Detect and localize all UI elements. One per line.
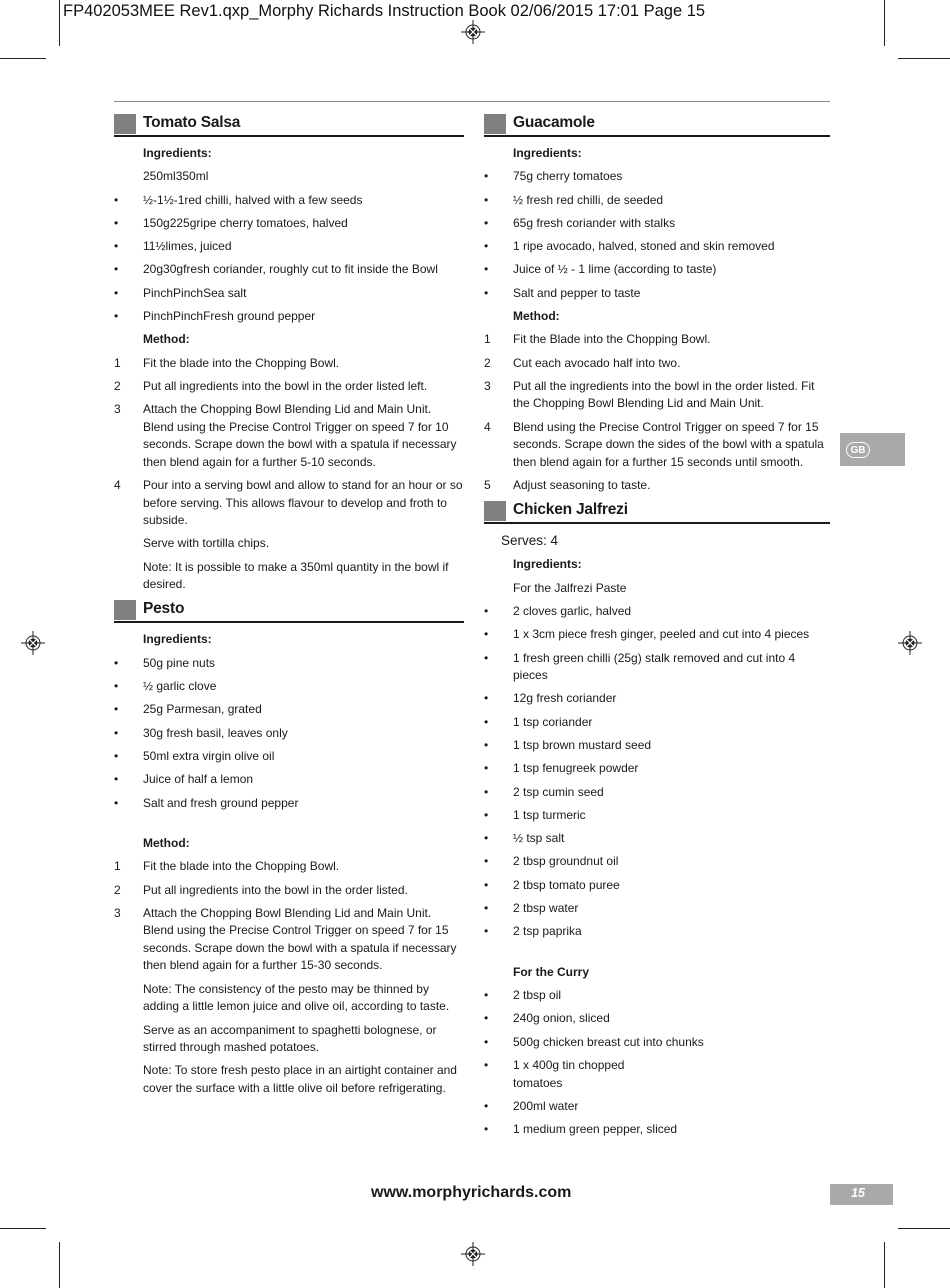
bullet-icon: • (114, 748, 119, 763)
section-title-pesto (114, 599, 464, 623)
qty-350ml: Pinch (173, 309, 204, 324)
title-marker (484, 114, 506, 134)
ingredient-item (484, 261, 830, 279)
bullet-icon: • (484, 737, 489, 752)
row-text: Put all ingredients into the bowl in the order listed left. (143, 378, 428, 393)
bullet-icon: • (114, 655, 119, 670)
row-text: 2 tsp cumin seed (513, 784, 604, 799)
row-text: 2 tbsp groundnut oil (513, 854, 619, 869)
salsa-method-list (114, 355, 464, 530)
ingredients-heading: Ingredients: (143, 632, 212, 647)
row-text: Salt and fresh ground pepper (143, 795, 299, 810)
row-text: 30g fresh basil, leaves only (143, 725, 288, 740)
row-text: Juice of ½ - 1 lime (according to taste) (513, 262, 717, 277)
ingredient-item (484, 1057, 830, 1092)
serves-count: Serves: 4 (501, 533, 559, 549)
row-text: 1 fresh green chilli (25g) stalk removed and cut into 4 pieces (513, 650, 796, 683)
bullet-icon: • (114, 772, 119, 787)
qty-350ml: 1½ (148, 239, 166, 254)
qty-350ml: Pinch (173, 285, 204, 300)
step-number: 1 (114, 355, 121, 370)
paste-subheading: For the Jalfrezi Paste (513, 580, 627, 595)
pesto-notes (114, 981, 464, 1098)
row-text: Put all ingredients into the bowl in the order listed. (143, 882, 408, 897)
step-number: 4 (114, 478, 121, 493)
footer-url: www.morphyrichards.com (371, 1184, 572, 1201)
bullet-icon: • (114, 702, 119, 717)
bullet-icon: • (484, 239, 489, 254)
ingredient-item (114, 725, 464, 743)
bullet-icon: • (484, 807, 489, 822)
ingredient-item (114, 771, 464, 789)
row-text: 2 tbsp water (513, 901, 579, 916)
bullet-icon: • (484, 1098, 489, 1113)
ingredient-item (484, 760, 830, 778)
bullet-icon: • (484, 650, 489, 665)
bullet-icon: • (484, 988, 489, 1003)
row-text: Juice of half a lemon (143, 772, 254, 787)
step-number: 3 (114, 402, 121, 417)
quantity-header-row (114, 168, 464, 186)
bullet-icon: • (484, 1011, 489, 1026)
method-step (114, 378, 464, 396)
row-text: ½ garlic clove (143, 679, 217, 694)
ingredient-item (114, 748, 464, 766)
step-number: 3 (484, 378, 491, 393)
row-text: 500g chicken breast cut into chunks (513, 1034, 704, 1049)
method-heading: Method: (143, 836, 190, 851)
page-number: 15 (851, 1186, 865, 1200)
row-text: 75g cherry tomatoes (513, 169, 623, 184)
right-column (484, 113, 830, 1144)
print-slug: FP402053MEE Rev1.qxp_Morphy Richards Instruction Book 02/06/2015 17:01 Page 15 (63, 2, 706, 20)
row-text: Serve as an accompaniment to spaghetti bolognese, or stirred through mashed potatoes. (143, 1022, 437, 1055)
guacamole-ingredient-list (484, 168, 830, 302)
qty-250ml: ½-1 (143, 192, 164, 207)
row-text: 25g Parmesan, grated (143, 702, 262, 717)
ingredient-item (484, 1121, 830, 1139)
step-number: 2 (114, 882, 121, 897)
qty-250ml: Pinch (143, 309, 174, 324)
bullet-icon: • (114, 679, 119, 694)
note-paragraph (114, 535, 464, 553)
registration-mark-icon (21, 631, 45, 655)
crop-mark (898, 58, 950, 59)
ingredient-item (114, 285, 464, 303)
bullet-icon: • (484, 1122, 489, 1137)
section-title-chicken-jalfrezi (484, 500, 830, 524)
ingredient-item (484, 987, 830, 1005)
row-text: Pour into a serving bowl and allow to stand for an hour or so before serving. This allows flavour to develop and froth to subside. (143, 478, 463, 528)
row-text: 2 tsp paprika (513, 924, 582, 939)
bullet-icon: • (484, 169, 489, 184)
bullet-icon: • (484, 691, 489, 706)
crop-mark (884, 0, 885, 46)
paste-ingredient-list (484, 603, 830, 941)
bullet-icon: • (484, 192, 489, 207)
note-paragraph (114, 981, 464, 1016)
row-text: 1 tsp fenugreek powder (513, 761, 639, 776)
ingredient-item (484, 690, 830, 708)
ingredient-item (484, 807, 830, 825)
ingredients-heading: Ingredients: (143, 146, 212, 160)
salsa-notes (114, 535, 464, 593)
crop-mark (59, 0, 60, 46)
bullet-icon: • (484, 831, 489, 846)
language-code: GB (846, 442, 870, 458)
step-number: 1 (484, 332, 491, 347)
bullet-icon: • (484, 1034, 489, 1049)
ingredient-item (114, 238, 464, 256)
ingredient-item (484, 168, 830, 186)
qty-250ml: 1 (143, 239, 149, 254)
note-paragraph (114, 559, 464, 594)
bullet-icon: • (484, 285, 489, 300)
qty-header-2: 350ml (175, 169, 209, 184)
section-title-tomato-salsa (114, 113, 464, 137)
bullet-icon: • (484, 215, 489, 230)
row-text: 12g fresh coriander (513, 691, 617, 706)
row-text: 1 medium green pepper, sliced (513, 1122, 678, 1137)
step-number: 1 (114, 859, 121, 874)
bullet-icon: • (114, 262, 119, 277)
row-text: Adjust seasoning to taste. (513, 478, 651, 493)
curry-ingredient-list (484, 987, 830, 1138)
row-text: 1 tsp turmeric (513, 807, 586, 822)
bullet-icon: • (114, 215, 119, 230)
row-text: ½ tsp salt (513, 831, 565, 846)
title-marker (114, 600, 136, 620)
row-text: Attach the Chopping Bowl Blending Lid and Main Unit. Blend using the Precise Control Trigger on speed 7 for 10 seconds. Scrape down the bowl with a spatula if necessary then blend again for a further 5-10 seconds. (143, 402, 457, 469)
bullet-icon: • (484, 877, 489, 892)
ingredient-text: limes, juiced (165, 239, 232, 254)
qty-250ml: 150g (143, 215, 170, 230)
step-number: 2 (114, 378, 121, 393)
pesto-method-list (114, 858, 464, 975)
top-rule (114, 101, 830, 102)
step-number: 5 (484, 478, 491, 493)
row-text: 50g pine nuts (143, 655, 216, 670)
row-text: 1 tsp brown mustard seed (513, 737, 652, 752)
crop-mark (884, 1242, 885, 1288)
section-title-text: Guacamole (513, 114, 595, 131)
salsa-ingredient-list (114, 192, 464, 326)
method-step (114, 477, 464, 530)
bullet-icon: • (114, 192, 119, 207)
method-heading: Method: (143, 332, 190, 347)
row-text: 50ml extra virgin olive oil (143, 748, 275, 763)
bullet-icon: • (484, 627, 489, 642)
row-text: 240g onion, sliced (513, 1011, 610, 1026)
ingredient-item (114, 308, 464, 326)
section-title-text: Pesto (143, 600, 185, 618)
row-text: 1 tsp coriander (513, 714, 593, 729)
ingredients-heading: Ingredients: (513, 557, 582, 572)
method-step (484, 477, 830, 495)
row-text: Serve with tortilla chips. (143, 536, 270, 551)
title-marker (484, 501, 506, 521)
bullet-icon: • (114, 309, 119, 324)
method-step (484, 419, 830, 472)
crop-mark (0, 58, 46, 59)
ingredient-item (484, 830, 830, 848)
step-number: 2 (484, 355, 491, 370)
ingredient-item (484, 626, 830, 644)
row-text: 200ml water (513, 1098, 579, 1113)
method-step (114, 355, 464, 373)
bullet-icon: • (114, 285, 119, 300)
qty-header-1: 250ml (143, 169, 176, 184)
ingredient-item (484, 900, 830, 918)
row-text: 1 x 400g tin chopped tomatoes (513, 1058, 625, 1090)
ingredient-item (484, 650, 830, 685)
step-number: 4 (484, 419, 491, 434)
row-text: 1 x 3cm piece fresh ginger, peeled and cut into 4 pieces (513, 627, 810, 642)
ingredients-heading: Ingredients: (513, 146, 582, 160)
left-column (114, 113, 464, 1103)
bullet-icon: • (484, 901, 489, 916)
section-title-text: Tomato Salsa (143, 114, 241, 131)
ingredient-text: Sea salt (203, 285, 247, 300)
row-text: Note: It is possible to make a 350ml quantity in the bowl if desired. (143, 559, 449, 592)
ingredient-item (484, 238, 830, 256)
ingredient-item (484, 1034, 830, 1052)
bullet-icon: • (484, 924, 489, 939)
bullet-icon: • (114, 795, 119, 810)
bullet-icon: • (484, 714, 489, 729)
qty-250ml: 20g (143, 262, 164, 277)
crop-mark (898, 1228, 950, 1229)
bullet-icon: • (114, 239, 119, 254)
ingredient-item (484, 853, 830, 871)
ingredient-item (114, 215, 464, 233)
method-step (484, 355, 830, 373)
method-step (484, 331, 830, 349)
language-tab (840, 433, 905, 466)
row-text: ½ fresh red chilli, de seeded (513, 192, 664, 207)
section-title-guacamole (484, 113, 830, 137)
curry-subheading: For the Curry (513, 964, 590, 979)
ingredient-item (484, 714, 830, 732)
bullet-icon: • (484, 262, 489, 277)
ingredient-item (114, 678, 464, 696)
row-text: Attach the Chopping Bowl Blending Lid and Main Unit. Blend using the Precise Control Trigger on speed 7 for 15 seconds. Scrape down the bowl with a spatula if necessary then blend again for a further 15-30 seconds. (143, 905, 457, 973)
ingredient-text: red chilli, halved with a few seeds (184, 192, 363, 207)
ingredient-item (484, 923, 830, 941)
row-text: 2 tbsp tomato puree (513, 877, 620, 892)
row-text: Cut each avocado half into two. (513, 355, 681, 370)
ingredient-item (484, 192, 830, 210)
row-text: Salt and pepper to taste (513, 285, 641, 300)
ingredient-item (114, 701, 464, 719)
method-step (114, 858, 464, 876)
method-step (484, 378, 830, 413)
row-text: Fit the blade into the Chopping Bowl. (143, 355, 340, 370)
ingredient-item (484, 877, 830, 895)
bullet-icon: • (484, 1058, 489, 1072)
row-text: Fit the Blade into the Chopping Bowl. (513, 332, 711, 347)
ingredient-item (484, 784, 830, 802)
bullet-icon: • (484, 854, 489, 869)
ingredient-text: ripe cherry tomatoes, halved (196, 215, 348, 230)
registration-mark-icon (461, 1242, 485, 1266)
ingredient-item (114, 655, 464, 673)
method-step (114, 905, 464, 975)
step-number: 3 (114, 905, 121, 920)
row-text: 2 tbsp oil (513, 988, 562, 1003)
qty-350ml: ½-1 (163, 192, 185, 207)
method-step (114, 882, 464, 900)
row-text: Fit the blade into the Chopping Bowl. (143, 859, 340, 874)
bullet-icon: • (484, 784, 489, 799)
title-marker (114, 114, 136, 134)
ingredient-item (114, 261, 464, 279)
registration-mark-icon (898, 631, 922, 655)
row-text: Note: The consistency of the pesto may be thinned by adding a little lemon juice and olive oil, according to taste. (143, 981, 450, 1014)
ingredient-item (484, 215, 830, 233)
row-text: Blend using the Precise Control Trigger on speed 7 for 15 seconds. Scrape down the sides of the bowl with a spatula then blend again for a further 15 seconds until smooth. (513, 419, 824, 469)
method-heading: Method: (513, 309, 560, 324)
ingredient-item (484, 603, 830, 621)
ingredient-item (484, 1098, 830, 1116)
note-paragraph (114, 1062, 464, 1097)
bullet-icon: • (484, 603, 489, 618)
ingredient-item (484, 1010, 830, 1028)
pesto-ingredient-list (114, 655, 464, 812)
crop-mark (0, 1228, 46, 1229)
guacamole-method-list (484, 331, 830, 494)
method-step (114, 401, 464, 471)
registration-mark-icon (461, 20, 485, 44)
ingredient-item (114, 795, 464, 813)
page-number-box (830, 1184, 893, 1205)
row-text: 2 cloves garlic, halved (513, 603, 632, 618)
section-title-text: Chicken Jalfrezi (513, 501, 628, 519)
ingredient-item (114, 192, 464, 210)
ingredient-item (484, 285, 830, 303)
ingredient-item (484, 737, 830, 755)
ingredient-text: Fresh ground pepper (203, 309, 316, 324)
qty-250ml: Pinch (143, 285, 174, 300)
bullet-icon: • (484, 761, 489, 776)
qty-350ml: 30g (163, 262, 184, 277)
note-paragraph (114, 1022, 464, 1057)
row-text: 65g fresh coriander with stalks (513, 215, 676, 230)
row-text: Note: To store fresh pesto place in an airtight container and cover the surface with a little olive oil before refrigerating. (143, 1063, 457, 1095)
bullet-icon: • (114, 725, 119, 740)
ingredient-text: fresh coriander, roughly cut to fit inside the Bowl (183, 262, 438, 277)
row-text: Put all the ingredients into the bowl in the order listed. Fit the Chopping Bowl Blending Lid and Main Unit. (513, 378, 815, 411)
crop-mark (59, 1242, 60, 1288)
row-text: 1 ripe avocado, halved, stoned and skin removed (513, 239, 775, 254)
qty-350ml: 225g (169, 215, 197, 230)
